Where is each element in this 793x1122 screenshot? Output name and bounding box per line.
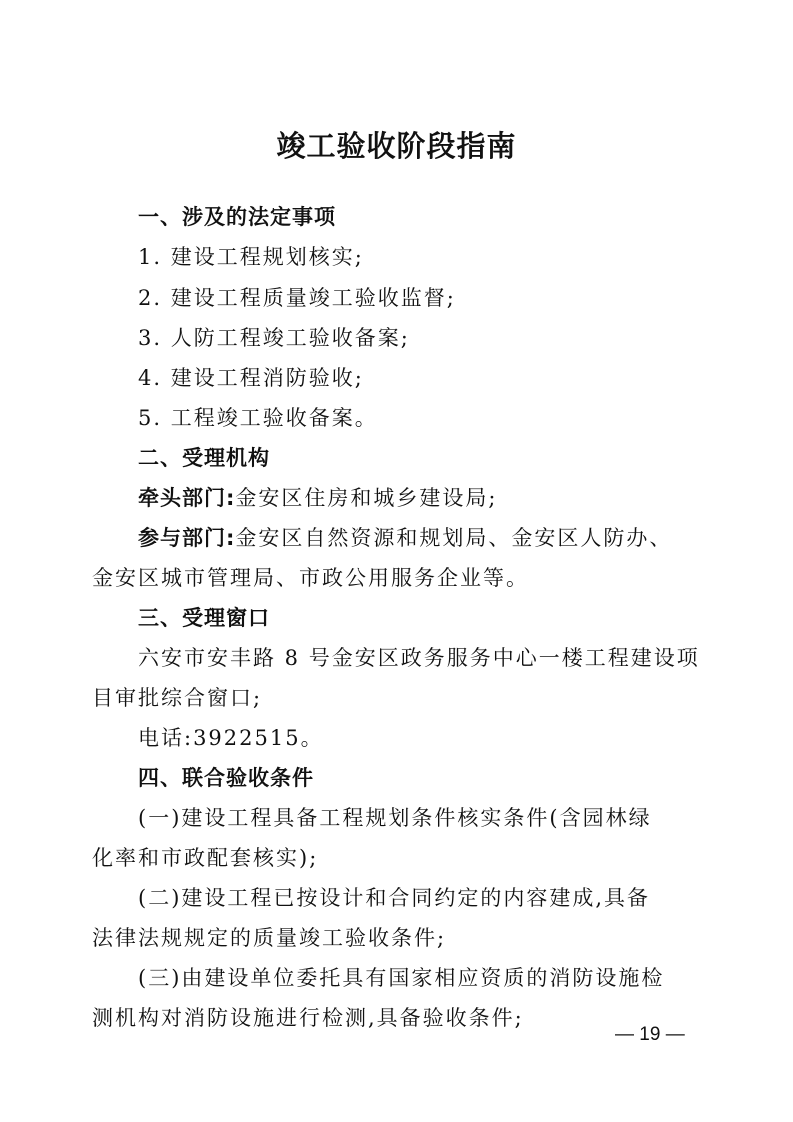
condition-item-continued: 法律法规规定的质量竣工验收条件; xyxy=(92,926,447,950)
list-item: 1. 建设工程规划核实; xyxy=(138,245,364,269)
phone-line: 电话:3922515。 xyxy=(138,726,324,750)
participating-departments-text: 金安区自然资源和规划局、金安区人防办、 xyxy=(235,526,673,550)
page-number: — 19 — xyxy=(615,1024,685,1045)
participating-departments-label: 参与部门: xyxy=(138,526,236,550)
list-item: 5. 工程竣工验收备案。 xyxy=(138,406,378,430)
section-heading-4: 四、联合验收条件 xyxy=(138,766,314,790)
participating-departments-continued: 金安区城市管理局、市政公用服务企业等。 xyxy=(92,566,529,590)
lead-department-text: 金安区住房和城乡建设局; xyxy=(235,486,498,510)
list-item: 3. 人防工程竣工验收备案; xyxy=(138,326,410,350)
list-item: 4. 建设工程消防验收; xyxy=(138,366,364,390)
address-line-continued: 目审批综合窗口; xyxy=(92,686,263,710)
section-heading-2: 二、受理机构 xyxy=(138,446,270,470)
address-line: 六安市安丰路 8 号金安区政务服务中心一楼工程建设项 xyxy=(138,646,700,670)
condition-item: (二)建设工程已按设计和合同约定的内容建成,具备 xyxy=(138,886,651,910)
condition-item: (三)由建设单位委托具有国家相应资质的消防设施检 xyxy=(138,966,665,990)
lead-department-label: 牵头部门: xyxy=(138,486,236,510)
participating-departments xyxy=(138,524,758,552)
lead-department xyxy=(138,484,758,512)
condition-item: (一)建设工程具备工程规划条件核实条件(含园林绿 xyxy=(138,806,652,830)
condition-item-continued: 测机构对消防设施进行检测,具备验收条件; xyxy=(92,1006,524,1030)
section-heading-3: 三、受理窗口 xyxy=(138,606,270,630)
list-item: 2. 建设工程质量竣工验收监督; xyxy=(138,286,456,310)
section-heading-1: 一、涉及的法定事项 xyxy=(138,205,336,229)
page-title: 竣工验收阶段指南 xyxy=(276,129,517,163)
condition-item-continued: 化率和市政配套核实); xyxy=(92,846,319,870)
